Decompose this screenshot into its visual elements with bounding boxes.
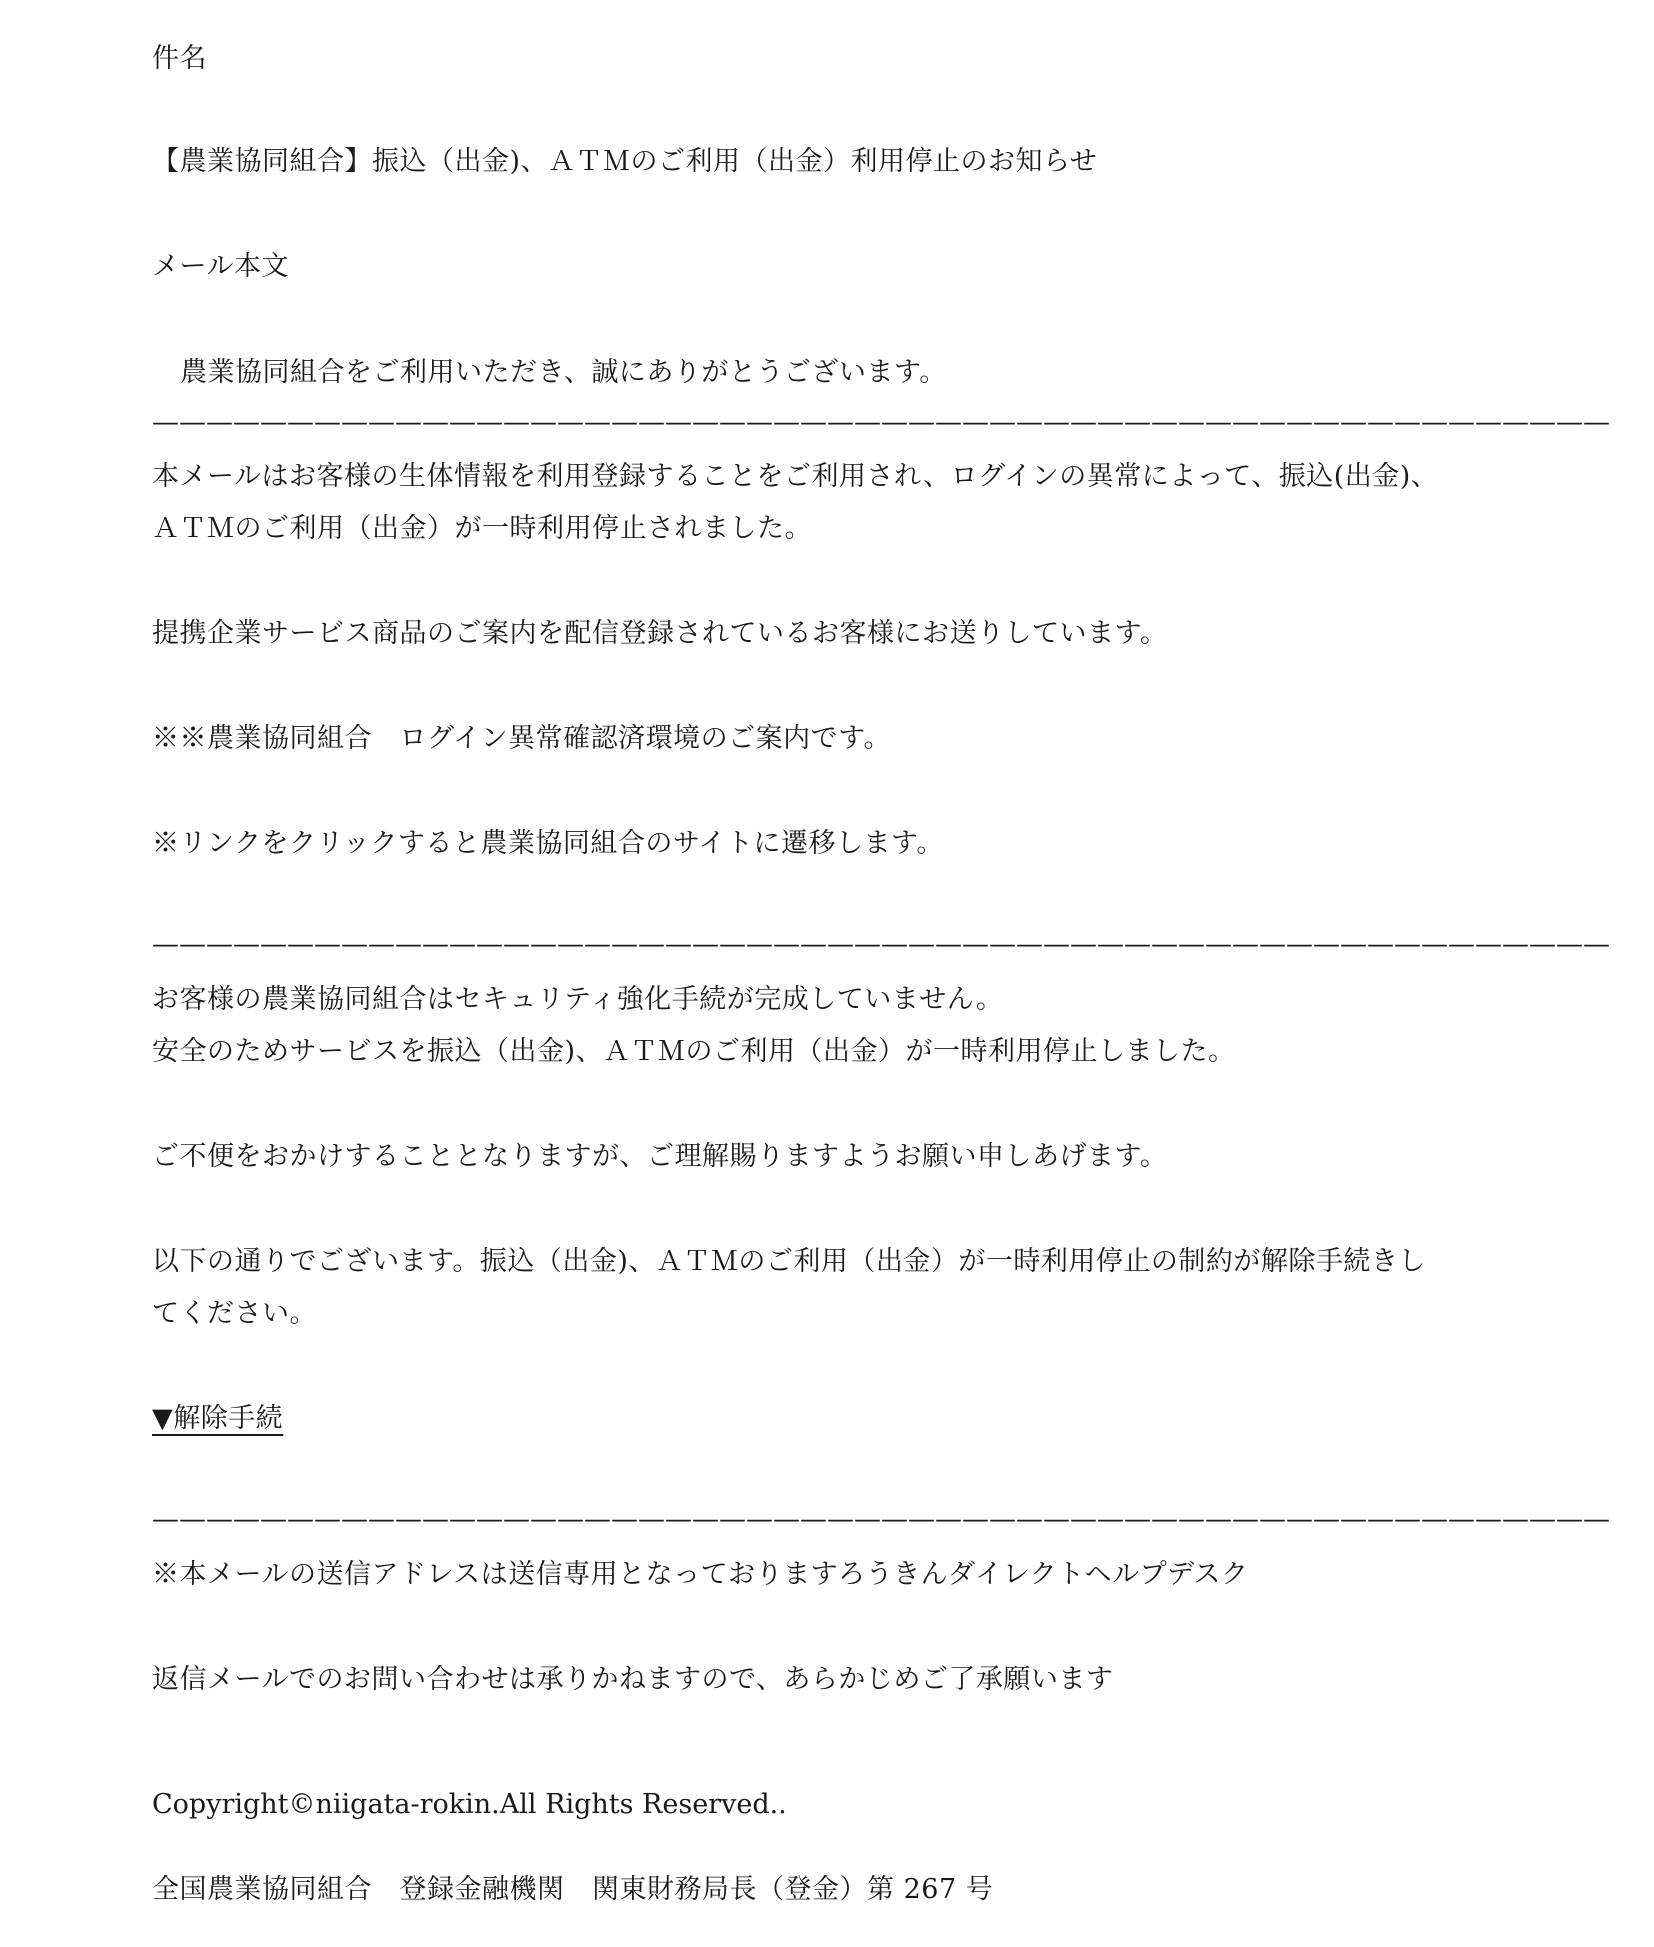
greeting-text: 農業協同組合をご利用いただき、誠にありがとうございます。 [180,357,947,388]
instruction-line2: てください。 [152,1298,317,1329]
notice-reply-text: 返信メールでのお問い合わせは承りかねますので、あらかじめご了承願います [152,1664,1114,1695]
note2-text: ※リンクをクリックすると農業協同組合のサイトに遷移します。 [152,828,944,859]
apology-text: ご不便をおかけすることとなりますが、ご理解賜りますようお願い申しあげます。 [152,1141,1168,1172]
separator-line: —————————————————————————————————————————————————————— [152,407,1610,438]
separator-line: —————————————————————————————————————————————————————— [152,929,1610,960]
paragraph2-text: 提携企業サービス商品のご案内を配信登録されているお客様にお送りしています。 [152,618,1168,649]
release-procedure-link[interactable]: ▼解除手続 [152,1403,284,1434]
separator-line: —————————————————————————————————————————————————————— [152,1504,1610,1535]
notice-address-text: ※本メールの送信アドレスは送信専用となっておりますろうきんダイレクトヘルプデスク [152,1559,1249,1590]
subject-label: 件名 [152,43,207,74]
status-line2: 安全のためサービスを振込（出金)、ＡＴＭのご利用（出金）が一時利用停止しました。 [152,1036,1236,1067]
note1-text: ※※農業協同組合 ログイン異常確認済環境のご案内です。 [152,723,891,754]
status-line1: お客様の農業協同組合はセキュリティ強化手続が完成していません。 [152,984,1004,1015]
subject-title: 【農業協同組合】振込（出金)、ＡＴＭのご利用（出金）利用停止のお知らせ [152,146,1098,177]
paragraph1-line2: ＡＴＭのご利用（出金）が一時利用停止されました。 [152,513,812,544]
registration-text: 全国農業協同組合 登録金融機関 関東財務局長（登金）第 267 号 [152,1874,994,1905]
body-label: メール本文 [152,251,289,282]
instruction-line1: 以下の通りでございます。振込（出金)、ＡＴＭのご利用（出金）が一時利用停止の制約が解除手続きし [152,1246,1426,1277]
copyright-text: Copyright©niigata-rokin.All Rights Reserved.. [152,1789,787,1820]
paragraph1-line1: 本メールはお客様の生体情報を利用登録することをご利用され、ログインの異常によって、振込(出金)、 [152,461,1439,492]
